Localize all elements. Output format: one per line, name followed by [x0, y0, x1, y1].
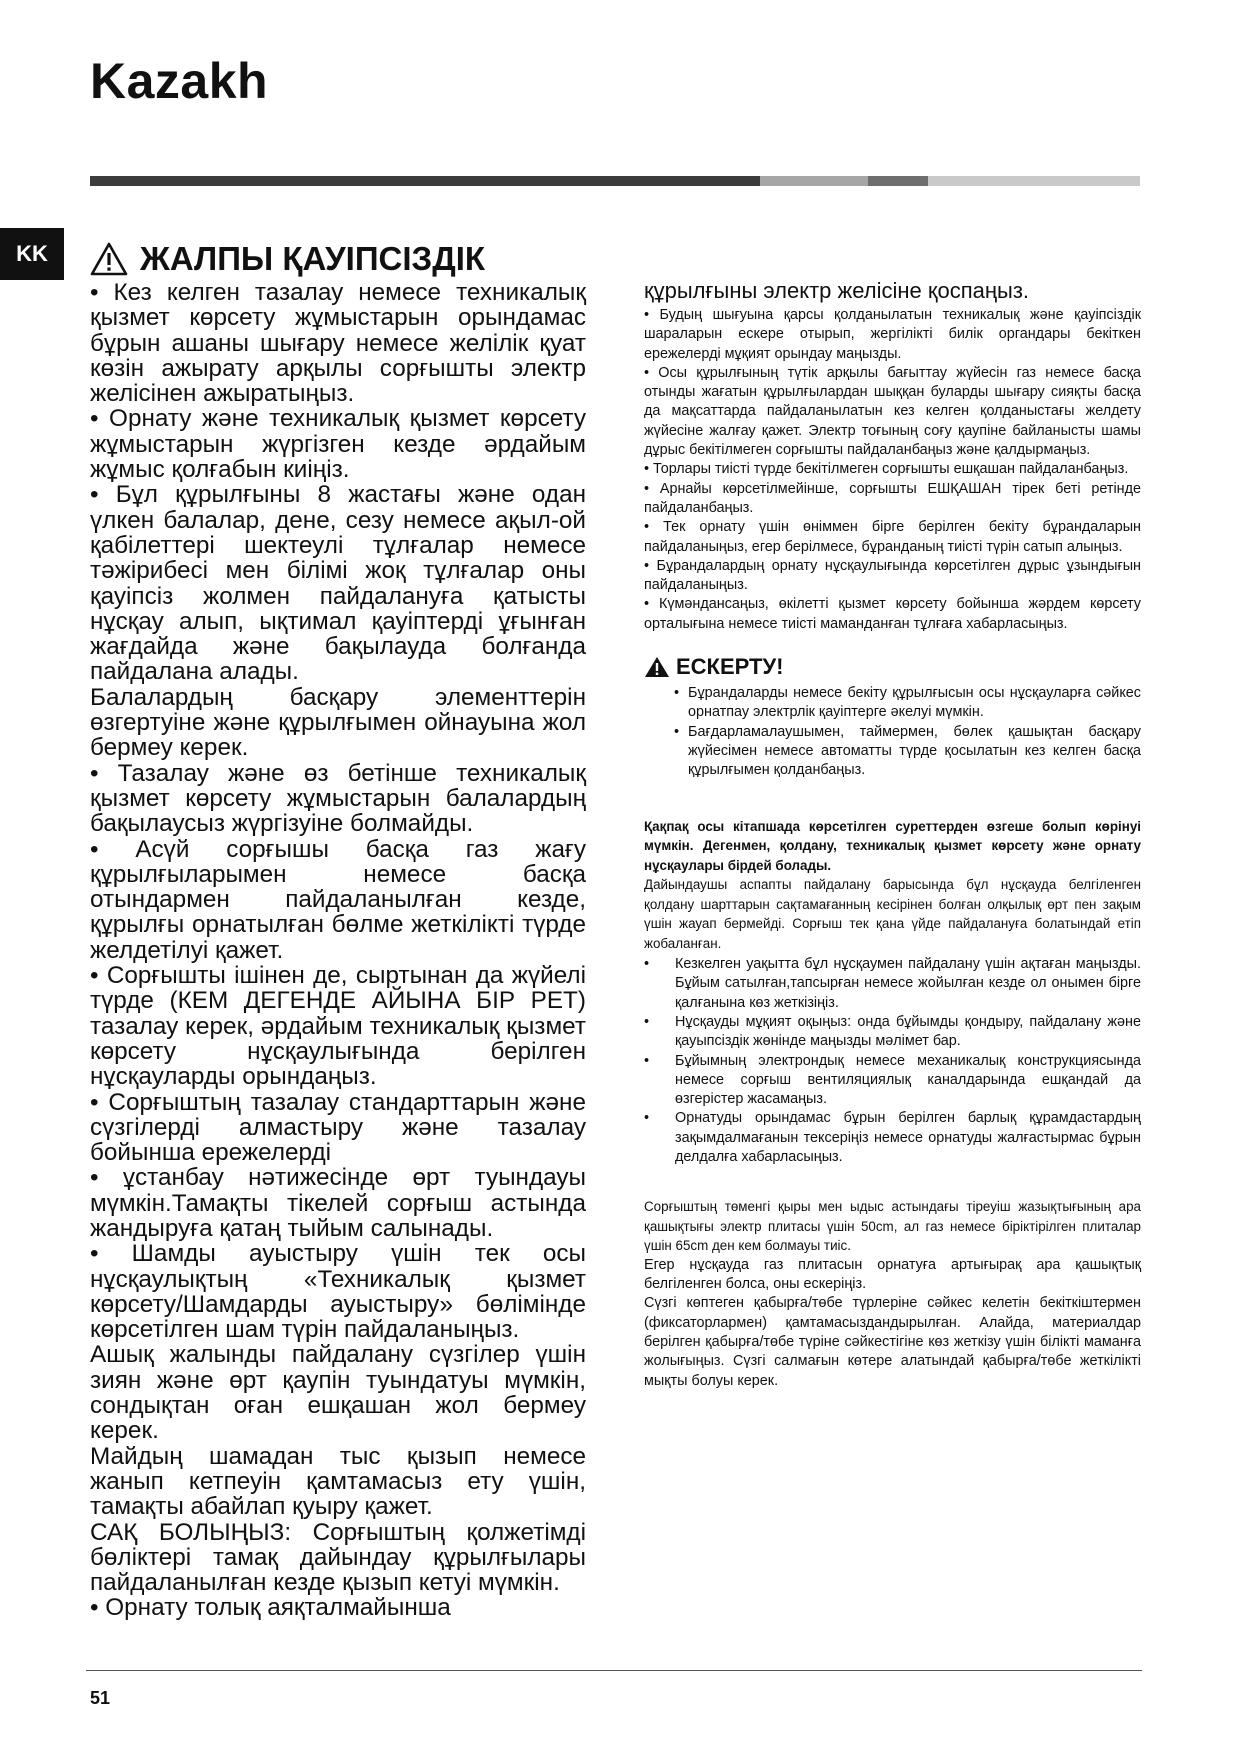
checklist-item: • Орнатуды орындамас бұрын берілген барлық құрамдастардың зақымдалмағанын тексеріңіз немесе орнатуды жалғастырмас бұрын делдалға хабарласыңыз. — [644, 1109, 1141, 1167]
cover-note: Қақпақ осы кітапшада көрсетілген суреттерден өзгеше болып көрінуі мүмкін. Дегенмен, қолдану, техникалық қызмет көрсету және орнату нұсқаулары бірдей болады. — [644, 818, 1141, 873]
safety-paragraph: • Тазалау және өз бетінше техникалық қызмет көрсету жұмыстарын балалардың бақылаусыз жүргізуіне болмайды. — [90, 759, 586, 838]
closing-paragraph: Сүзгі көптеген қабырға/төбе түрлеріне сәйкес келетін бекіткіштермен (фиксаторлармен) қамтамасыздандырылған. Алайда, материалдар берілген қабырға/төбе түріне сәйкестігіне көз жеткізу үшін білікті маманға жолығыңыз. Сүзгі салмағын көтере алатындай қабырға/төбе жеткілікті мықты болуы керек. — [644, 1295, 1141, 1389]
warning-heading — [644, 654, 1141, 680]
continued-sentence: құрылғыны электр желісіне қоспаңыз. — [644, 278, 1030, 303]
header-divider-mid — [760, 176, 868, 186]
warning-triangle-outline-icon — [90, 242, 128, 276]
closing-paragraph: Егер нұсқауда газ плитасын орнатуға артығырақ ара қашықтық белгіленген болса, оны ескеріңіз. — [644, 1256, 1141, 1293]
safety-paragraph: • Орнату және техникалық қызмет көрсету жұмыстарын жүргізген кезде әрдайым жұмыс қолғабын киіңіз. — [90, 405, 586, 484]
safety-paragraph: • Бұрандалардың орнату нұсқаулығында көрсетілген дұрыс ұзындығын пайдаланыңыз. — [644, 557, 1141, 594]
warning-item: • Бағдарламалаушымен, таймермен, бөлек қашықтан басқару жүйесімен немесе автоматты түрде қосылатын кез келген басқа құрылғымен қолданбаңыз. — [674, 723, 1141, 781]
section-title: ЖАЛПЫ ҚАУІПСІЗДІК — [140, 240, 486, 277]
safety-paragraph: • Асүй сорғышы басқа газ жағу құрылғыларымен немесе басқа отындармен пайдаланылған кезде, құрылғы орнатылған бөлме жеткілікті түрде желдетілуі қажет. — [90, 835, 586, 964]
header-divider-darkmid — [868, 176, 928, 186]
manufacturer-note: Дайындаушы аспапты пайдалану барысында бұл нұсқауда белгіленген қолдану шарттарын сақтамағанның кесірінен болған олқылық өрт пен зақым үшін жауап бермейді. Сорғыш тек қана үйде пайдалануға болатындай етіп жобаланған. — [644, 877, 1141, 951]
language-code-badge: KK — [0, 228, 64, 280]
header-divider-light — [928, 176, 1140, 186]
instruction-checklist — [644, 955, 1141, 1167]
checklist-item: • Бұйымның электрондық немесе механикалық конструкциясында немесе сорғыш вентиляциялық каналдарында ешқандай да өзгерістер жасамаңыз. — [644, 1052, 1141, 1110]
safety-paragraph: • Күмәндансаңыз, өкілетті қызмет көрсету бойынша жәрдем көрсету орталығына немесе тиісті маманданған тұлғаға хабарласыңыз. — [644, 596, 1141, 632]
page-number: 51 — [90, 1688, 111, 1708]
right-column — [644, 278, 1141, 1391]
safety-paragraph: • Осы құрылғының түтік арқылы бағыттау жүйесін газ немесе басқа отынды жағатын құрылғылардан шыққан буларды шығару сияқты басқа да мақсаттарда пайдаланылатын кез келген қолданыстағы желдету жүйесіне жалғау қажет. Электр тоғының соғу қаупіне байланысты шамы дұрыс бекітілмеген сорғышты пайдаланбаңыз және қалдырмаңыз. — [644, 364, 1141, 459]
left-column — [90, 280, 586, 1621]
warning-title: ЕСКЕРТУ! — [676, 654, 784, 680]
safety-paragraph: • Сорғыштың тазалау стандарттарын және сүзгілерді алмастыру және тазалау бойынша ережелерді — [90, 1088, 586, 1167]
safety-paragraph: Ашық жалынды пайдалану сүзгілер үшін зиян және өрт қаупін туындатуы мүмкін, сондықтан оған ешқашан жол бермеу керек. — [90, 1341, 586, 1445]
safety-paragraph: • Торлары тиісті түрде бекітілмеген сорғышты ешқашан пайдаланбаңыз. — [644, 461, 1129, 478]
safety-paragraph: • ұстанбау нәтижесінде өрт туындауы мүмкін.Тамақты тікелей сорғыш астында жандыруға қатаң тыйым салынады. — [90, 1164, 586, 1242]
safety-paragraph: • Бұл құрылғыны 8 жастағы және одан үлкен балалар, дене, сезу немесе ақыл-ой қабілеттері шектеулі тұлғалар немесе тәжірибесі мен білімі жоқ тұлғалар оны қауіпсіз жолмен пайдалануға қатысты нұсқау алып, ықтимал қауіптерді ұғынған жағдайда және бақылауда болғанда пайдалана алады. — [90, 481, 586, 686]
safety-paragraph: • Шамды ауыстыру үшін тек осы нұсқаулықтың «Техникалық қызмет көрсету/Шамдарды ауыстыру» бөлімінде көрсетілген шам түрін пайдаланыңыз. — [90, 1240, 586, 1344]
safety-paragraph: • Сорғышты ішінен де, сыртынан да жүйелі түрде (КЕМ ДЕГЕНДЕ АЙЫНА БІР РЕТ) тазалау керек, әрдайым техникалық қызмет көрсету нұсқаулығында берілген нұсқауларды орындаңыз. — [90, 962, 586, 1091]
language-title: Kazakh — [90, 53, 269, 109]
safety-paragraph: • Орнату толық аяқталмайынша — [90, 1594, 451, 1622]
section-heading — [90, 240, 485, 278]
warning-list — [644, 684, 1141, 780]
safety-paragraph: • Будың шығуына қарсы қолданылатын техникалық және қауіпсіздік шараларын ескере отырып, жергілікті билік органдары бекіткен ережелерді мұқият орындау маңызды. — [644, 307, 1141, 362]
safety-paragraph: САҚ БОЛЫҢЫЗ: Сорғыштың қолжетімді бөліктері тамақ дайындау құрылғылары пайдаланылған кезде қызып кетуі мүмкін. — [90, 1518, 586, 1597]
warning-triangle-filled-icon — [644, 656, 670, 678]
footer-divider — [86, 1670, 1142, 1671]
warning-item: • Бұрандаларды немесе бекіту құрылғысын осы нұсқауларға сәйкес орнатпау электрлік қауіптерге әкелуі мүмкін. — [674, 684, 1141, 723]
checklist-item: • Кезкелген уақытта бұл нұсқаумен пайдалану үшін ақтаған маңызды. Бұйым сатылған,тапсырған немесе жойылған кезде ол онымен бірге қалғанына көз жеткізіңіз. — [644, 955, 1141, 1013]
safety-paragraph: Балалардың басқару элементтерін өзгертуіне және құрылғымен ойнауына жол бермеу керек. — [90, 683, 586, 762]
safety-paragraph: • Кез келген тазалау немесе техникалық қызмет көрсету жұмыстарын орындамас бұрын ашаны шығару немесе желілік қуат көзін ажырату арқылы сорғышты электр желісінен ажыратыңыз. — [90, 279, 586, 408]
header-divider-dark — [90, 176, 760, 186]
distance-note: Сорғыштың төменгі қыры мен ыдыс астындағы тіреуіш жазықтығының ара қашықтығы электр плитасы үшін 50cm, ал газ немесе біріктірілген плиталар үшін 65cm ден кем болмауы тиіс. — [644, 1199, 1141, 1254]
safety-paragraph: • Тек орнату үшін өніммен бірге берілген бекіту бұрандаларын пайдаланыңыз, егер берілмесе, бұранданың тиісті түрін сатып алыңыз. — [644, 519, 1141, 555]
checklist-item: • Нұсқауды мұқият оқыңыз: онда бұйымды қондыру, пайдалану және қауыпсіздік жөнінде маңызды мәлімет бар. — [644, 1013, 1141, 1052]
safety-paragraph: Майдың шамадан тыс қызып немесе жанып кетпеуін қамтамасыз ету үшін, тамақты абайлап қуыру қажет. — [90, 1442, 586, 1521]
safety-paragraph: • Арнайы көрсетілмейінше, сорғышты ЕШҚАШАН тірек беті ретінде пайдаланбаңыз. — [644, 480, 1141, 516]
